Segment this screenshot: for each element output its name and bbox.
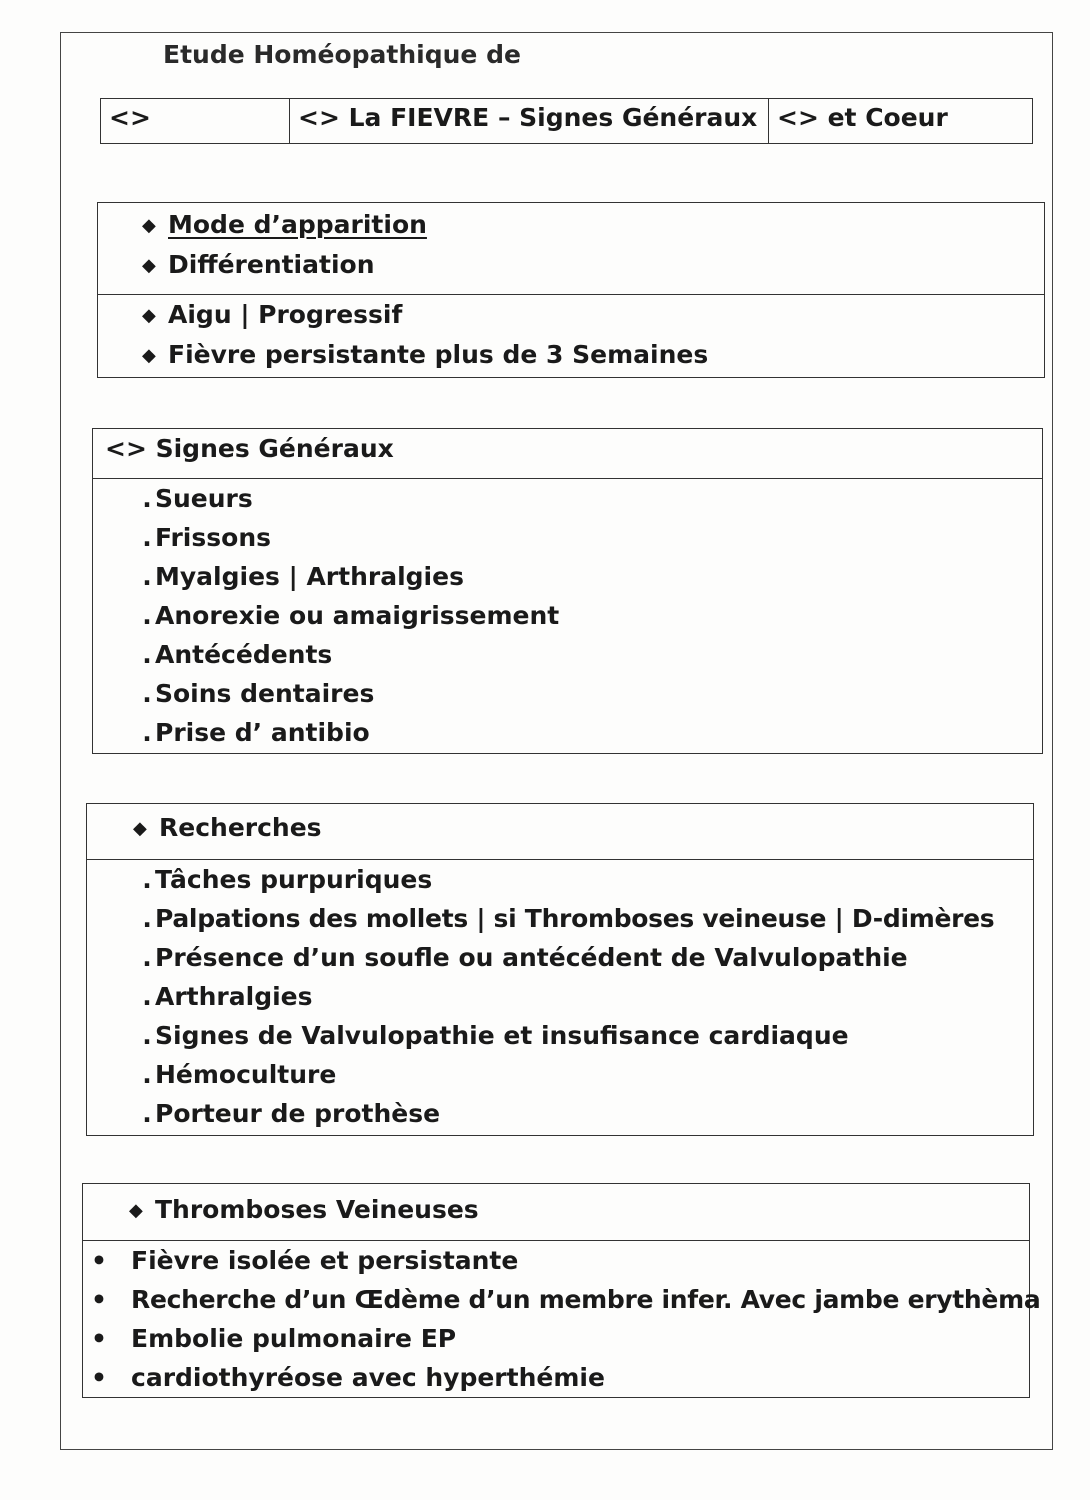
list-item bbox=[142, 245, 1044, 285]
list-item: . Porteur de prothèse bbox=[139, 1094, 1033, 1133]
recherches-box bbox=[86, 803, 1034, 1136]
diamond-bullet-icon: ◆ bbox=[142, 215, 156, 236]
signes-heading: <> Signes Généraux bbox=[105, 434, 394, 463]
dot-bullet-icon: . bbox=[142, 523, 152, 552]
thromboses-box-head bbox=[83, 1184, 1029, 1241]
diamond-bullet-icon: ◆ bbox=[133, 818, 147, 839]
header-table bbox=[100, 98, 1033, 144]
list-item: . Sueurs bbox=[139, 479, 1042, 518]
dot-bullet-icon: . bbox=[142, 640, 152, 669]
list-item: • Embolie pulmonaire EP bbox=[91, 1319, 1029, 1358]
list-item: . Hémoculture bbox=[139, 1055, 1033, 1094]
thromboses-heading: Thromboses Veineuses bbox=[155, 1195, 479, 1224]
differentiation-heading: Différentiation bbox=[168, 250, 375, 279]
thromboses-box-body bbox=[83, 1241, 1041, 1397]
dot-bullet-icon: . bbox=[142, 601, 152, 630]
dot-bullet-icon: . bbox=[142, 718, 152, 747]
list-item: . Tâches purpuriques bbox=[139, 860, 1033, 899]
list-item: . Myalgies | Arthralgies bbox=[139, 557, 1042, 596]
list-item: ◆ Aigu | Progressif bbox=[142, 295, 1044, 335]
document-title: Etude Homéopathique de bbox=[163, 40, 521, 69]
list-item: . Présence d’un soufle ou antécédent de Valvulopathie bbox=[139, 938, 1033, 977]
list-item: • Recherche d’un Œdème d’un membre infer. Avec jambe erythèma bbox=[91, 1280, 1029, 1319]
header-cell-1: <> bbox=[101, 99, 290, 143]
recherches-box-head bbox=[87, 804, 1033, 860]
thromboses-box bbox=[82, 1183, 1041, 1398]
list-item: . Soins dentaires bbox=[139, 674, 1042, 713]
list-item bbox=[142, 205, 1044, 245]
signes-box bbox=[92, 428, 1043, 754]
dot-bullet-icon: . bbox=[142, 679, 152, 708]
dot-bullet-icon: • bbox=[91, 1363, 107, 1392]
list-item: . Signes de Valvulopathie et insufisance cardiaque bbox=[139, 1016, 1033, 1055]
list-item: . Anorexie ou amaigrissement bbox=[139, 596, 1042, 635]
header-cell-2: <> La FIEVRE – Signes Généraux bbox=[290, 99, 769, 143]
recherches-box-body bbox=[87, 860, 1033, 1133]
dot-bullet-icon: . bbox=[142, 562, 152, 591]
diamond-bullet-icon: ◆ bbox=[129, 1200, 143, 1221]
list-item: • Fièvre isolée et persistante bbox=[91, 1241, 1029, 1280]
dot-bullet-icon: . bbox=[142, 1021, 152, 1050]
dot-bullet-icon: • bbox=[91, 1246, 107, 1275]
list-item: ◆ Fièvre persistante plus de 3 Semaines bbox=[142, 335, 1044, 375]
dot-bullet-icon: . bbox=[142, 1060, 152, 1089]
list-item bbox=[133, 808, 1033, 848]
list-item: . Prise d’ antibio bbox=[139, 713, 1042, 752]
list-item: . Arthralgies bbox=[139, 977, 1033, 1016]
dot-bullet-icon: . bbox=[142, 1099, 152, 1128]
diamond-bullet-icon: ◆ bbox=[142, 305, 156, 326]
signes-box-body bbox=[93, 479, 1042, 752]
list-item bbox=[129, 1190, 1029, 1230]
signes-box-head bbox=[93, 429, 1042, 479]
header-cell-3: <> et Coeur bbox=[777, 103, 948, 132]
mode-box bbox=[97, 202, 1045, 378]
recherches-heading: Recherches bbox=[159, 813, 322, 842]
dot-bullet-icon: . bbox=[142, 982, 152, 1011]
list-item: . Antécédents bbox=[139, 635, 1042, 674]
list-item: . Frissons bbox=[139, 518, 1042, 557]
mode-box-head bbox=[98, 203, 1044, 295]
diamond-bullet-icon: ◆ bbox=[142, 345, 156, 366]
mode-box-body bbox=[98, 295, 1044, 375]
dot-bullet-icon: • bbox=[91, 1285, 107, 1314]
diamond-bullet-icon: ◆ bbox=[142, 255, 156, 276]
dot-bullet-icon: . bbox=[142, 943, 152, 972]
dot-bullet-icon: . bbox=[142, 904, 152, 933]
list-item: • cardiothyréose avec hyperthémie bbox=[91, 1358, 1029, 1397]
dot-bullet-icon: • bbox=[91, 1324, 107, 1353]
dot-bullet-icon: . bbox=[142, 484, 152, 513]
mode-heading: Mode d’apparition bbox=[168, 210, 427, 239]
dot-bullet-icon: . bbox=[142, 865, 152, 894]
list-item: . Palpations des mollets | si Thromboses veineuse | D-dimères bbox=[139, 899, 1033, 938]
